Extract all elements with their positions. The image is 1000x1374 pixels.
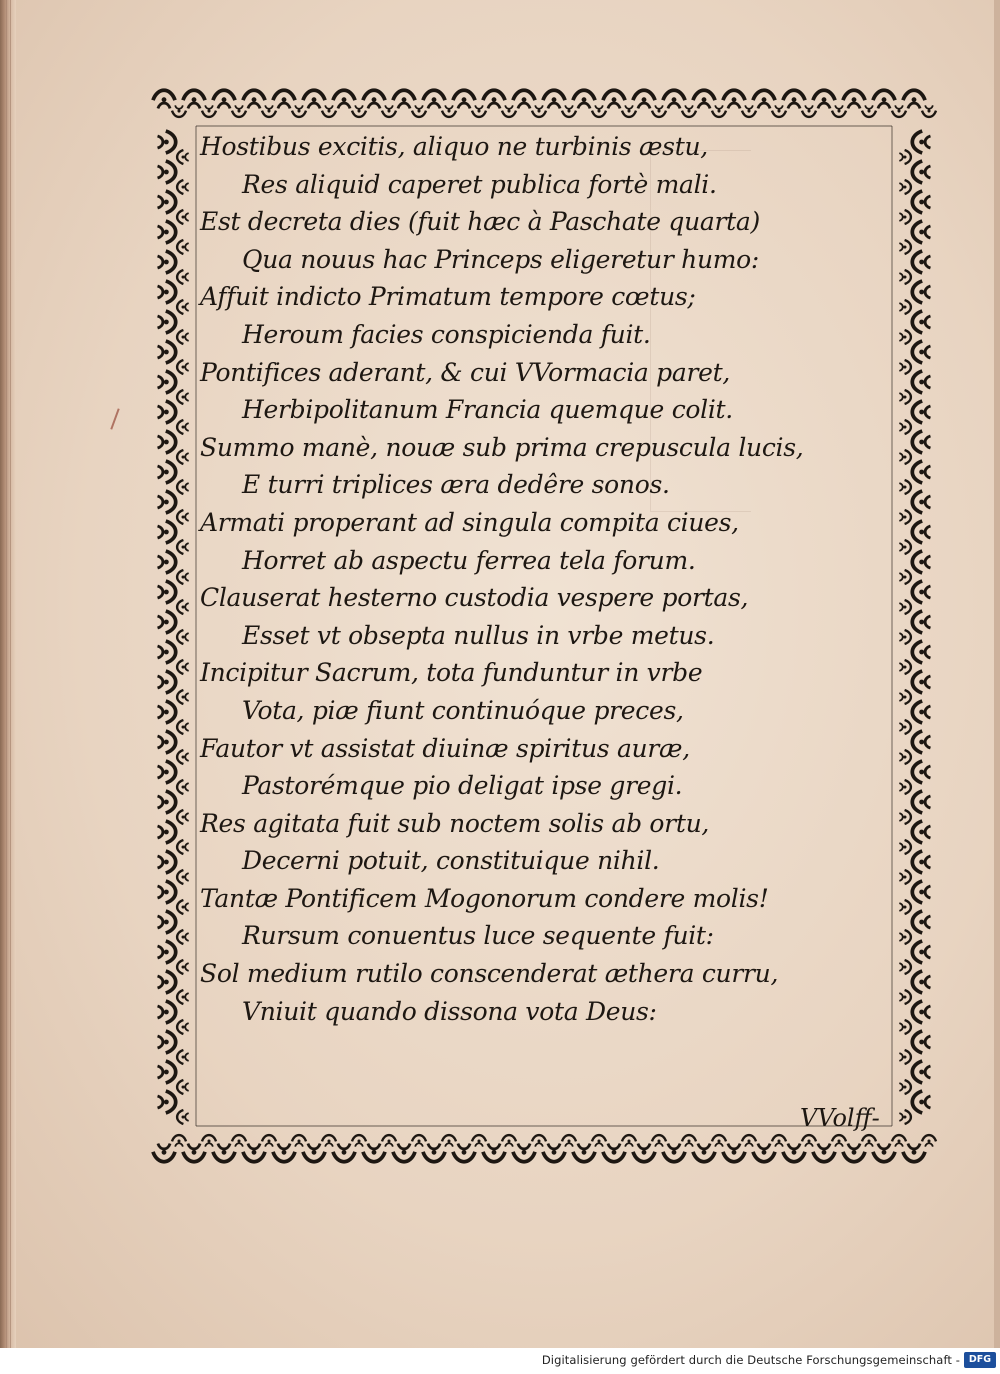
border-ornament xyxy=(153,90,175,108)
border-ornament xyxy=(158,971,176,993)
border-ornament xyxy=(158,311,176,333)
border-ornament xyxy=(262,105,276,117)
border-ornament xyxy=(483,90,505,108)
border-ornament xyxy=(177,450,189,464)
border-ornament xyxy=(783,90,805,108)
border-ornament xyxy=(382,1135,396,1147)
border-ornament xyxy=(843,90,865,108)
border-ornament xyxy=(177,660,189,674)
border-ornament xyxy=(532,1135,546,1147)
border-ornament xyxy=(213,1144,235,1162)
border-ornament xyxy=(177,1020,189,1034)
border-ornament xyxy=(158,941,176,963)
border-ornament xyxy=(562,1135,576,1147)
poem-text xyxy=(200,128,920,1030)
border-ornament xyxy=(243,90,265,108)
border-ornament xyxy=(177,750,189,764)
border-ornament xyxy=(158,1001,176,1023)
border-ornament xyxy=(158,581,176,603)
border-ornament xyxy=(663,1144,685,1162)
border-ornament xyxy=(592,105,606,117)
border-ornament xyxy=(832,1135,846,1147)
border-ornament xyxy=(712,105,726,117)
border-ornament xyxy=(912,1061,930,1083)
border-ornament xyxy=(693,90,715,108)
border-ornament xyxy=(153,1144,175,1162)
border-ornament xyxy=(922,105,936,117)
border-ornament xyxy=(177,930,189,944)
gutter-line xyxy=(10,0,11,1348)
verse-line: Decerni potuit, constituique nihil. xyxy=(242,846,660,876)
border-ornament xyxy=(177,720,189,734)
border-ornament xyxy=(363,90,385,108)
border-ornament xyxy=(177,570,189,584)
border-ornament xyxy=(333,90,355,108)
border-ornament xyxy=(202,105,216,117)
border-ornament xyxy=(158,461,176,483)
dfg-logo: DFG xyxy=(964,1352,996,1368)
border-ornament xyxy=(903,1144,925,1162)
border-ornament xyxy=(873,1144,895,1162)
border-ornament xyxy=(158,251,176,273)
border-ornament xyxy=(472,1135,486,1147)
border-ornament xyxy=(262,1135,276,1147)
border-ornament xyxy=(682,1135,696,1147)
verse-line: Summo manè, nouæ sub prima crepuscula lucis, xyxy=(200,432,804,462)
border-ornament xyxy=(899,1080,911,1094)
border-ornament xyxy=(177,1050,189,1064)
border-ornament xyxy=(177,870,189,884)
border-ornament xyxy=(652,105,666,117)
border-ornament xyxy=(862,1135,876,1147)
border-ornament xyxy=(742,1135,756,1147)
border-ornament xyxy=(912,1031,930,1053)
border-ornament xyxy=(802,105,816,117)
border-ornament xyxy=(603,1144,625,1162)
border-ornament xyxy=(912,1091,930,1113)
border-ornament xyxy=(158,791,176,813)
border-ornament xyxy=(472,105,486,117)
border-ornament xyxy=(177,300,189,314)
border-ornament xyxy=(177,480,189,494)
border-ornament xyxy=(502,105,516,117)
verse-line: Qua nouus hac Princeps eligeretur humo: xyxy=(242,244,760,274)
border-ornament xyxy=(693,1144,715,1162)
verse-line: Sol medium rutilo conscenderat æthera curru, xyxy=(200,959,779,989)
border-ornament xyxy=(303,1144,325,1162)
border-ornament xyxy=(573,1144,595,1162)
border-ornament xyxy=(363,1144,385,1162)
verse-line: Est decreta dies (fuit hæc à Paschate quarta) xyxy=(200,207,760,237)
verse-line: Rursum conuentus luce sequente fuit: xyxy=(242,921,714,951)
border-ornament xyxy=(177,270,189,284)
border-ornament xyxy=(232,1135,246,1147)
border-ornament xyxy=(423,1144,445,1162)
catchword: VVolff- xyxy=(800,1104,880,1132)
border-ornament xyxy=(177,840,189,854)
border-ornament xyxy=(158,731,176,753)
border-ornament xyxy=(453,1144,475,1162)
border-ornament xyxy=(622,105,636,117)
border-ornament xyxy=(712,1135,726,1147)
verse-line: Incipitur Sacrum, tota funduntur in vrbe xyxy=(200,658,703,688)
border-ornament xyxy=(772,105,786,117)
border-ornament xyxy=(213,90,235,108)
border-ornament xyxy=(177,360,189,374)
border-ornament xyxy=(742,105,756,117)
border-ornament xyxy=(158,911,176,933)
border-ornament xyxy=(513,90,535,108)
border-ornament xyxy=(292,1135,306,1147)
border-ornament xyxy=(273,1144,295,1162)
border-ornament xyxy=(158,1031,176,1053)
border-ornament xyxy=(922,1135,936,1147)
verse-line: Armati properant ad singula compita ciues, xyxy=(200,507,739,537)
border-ornament xyxy=(333,1144,355,1162)
border-ornament xyxy=(177,990,189,1004)
border-ornament xyxy=(177,1110,189,1124)
border-ornament xyxy=(633,1144,655,1162)
border-ornament xyxy=(158,1091,176,1113)
border-ornament xyxy=(177,150,189,164)
border-ornament xyxy=(682,105,696,117)
border-ornament xyxy=(502,1135,516,1147)
border-ornament xyxy=(292,105,306,117)
border-ornament xyxy=(158,281,176,303)
verse-line: Vniuit quando dissona vota Deus: xyxy=(242,996,657,1026)
border-ornament xyxy=(873,90,895,108)
border-ornament xyxy=(158,221,176,243)
border-ornament xyxy=(158,671,176,693)
border-ornament xyxy=(813,90,835,108)
border-ornament xyxy=(183,90,205,108)
border-ornament xyxy=(177,390,189,404)
border-ornament xyxy=(322,105,336,117)
border-ornament xyxy=(322,1135,336,1147)
border-ornament xyxy=(158,191,176,213)
border-ornament xyxy=(753,90,775,108)
border-ornament xyxy=(177,690,189,704)
border-ornament xyxy=(783,1144,805,1162)
border-ornament xyxy=(723,90,745,108)
border-ornament xyxy=(393,90,415,108)
border-ornament xyxy=(202,1135,216,1147)
border-ornament xyxy=(183,1144,205,1162)
border-ornament xyxy=(412,105,426,117)
border-ornament xyxy=(543,90,565,108)
border-ornament xyxy=(158,401,176,423)
border-ornament xyxy=(843,1144,865,1162)
border-ornament xyxy=(423,90,445,108)
border-ornament xyxy=(177,780,189,794)
border-ornament xyxy=(382,105,396,117)
border-ornament xyxy=(622,1135,636,1147)
border-ornament xyxy=(177,510,189,524)
border-ornament xyxy=(802,1135,816,1147)
verse-line: Esset vt obsepta nullus in vrbe metus. xyxy=(242,620,715,650)
border-ornament xyxy=(892,1135,906,1147)
border-ornament xyxy=(158,641,176,663)
border-ornament xyxy=(633,90,655,108)
verse-line: Pastorémque pio deligat ipse gregi. xyxy=(242,771,683,801)
border-ornament xyxy=(158,761,176,783)
verse-line: Res agitata fuit sub noctem solis ab ortu, xyxy=(200,808,710,838)
border-ornament xyxy=(592,1135,606,1147)
border-ornament xyxy=(158,161,176,183)
border-ornament xyxy=(158,1061,176,1083)
border-ornament xyxy=(158,491,176,513)
border-ornament xyxy=(393,1144,415,1162)
border-ornament xyxy=(158,521,176,543)
border-ornament xyxy=(453,90,475,108)
border-ornament xyxy=(412,1135,426,1147)
border-ornament xyxy=(243,1144,265,1162)
border-ornament xyxy=(177,540,189,554)
border-ornament xyxy=(352,1135,366,1147)
border-ornament xyxy=(442,105,456,117)
border-ornament xyxy=(177,630,189,644)
border-ornament xyxy=(832,105,846,117)
border-ornament xyxy=(892,105,906,117)
border-ornament xyxy=(652,1135,666,1147)
verse-line: Res aliquid caperet publica fortè mali. xyxy=(242,169,717,199)
verse-line: Herbipolitanum Francia quemque colit. xyxy=(242,395,733,425)
border-ornament xyxy=(177,210,189,224)
border-ornament xyxy=(158,371,176,393)
border-ornament xyxy=(177,1080,189,1094)
footer-credit: Digitalisierung gefördert durch die Deutsche Forschungsgemeinschaft - xyxy=(541,1353,960,1367)
border-ornament xyxy=(158,341,176,363)
border-ornament xyxy=(442,1135,456,1147)
border-ornament xyxy=(158,851,176,873)
verse-line: Fautor vt assistat diuinæ spiritus auræ, xyxy=(200,733,690,763)
verse-line: Clauserat hesterno custodia vespere portas, xyxy=(200,583,749,613)
border-ornament xyxy=(177,330,189,344)
border-ornament xyxy=(753,1144,775,1162)
border-ornament xyxy=(483,1144,505,1162)
verse-line: Horret ab aspectu ferrea tela forum. xyxy=(242,545,696,575)
border-ornament xyxy=(899,1110,911,1124)
border-ornament xyxy=(603,90,625,108)
verse-line: Affuit indicto Primatum tempore cœtus; xyxy=(200,282,696,312)
border-ornament xyxy=(862,105,876,117)
verse-line: Vota, piæ fiunt continuóque preces, xyxy=(242,695,684,725)
border-ornament xyxy=(813,1144,835,1162)
border-ornament xyxy=(177,810,189,824)
border-ornament xyxy=(772,1135,786,1147)
border-ornament xyxy=(177,420,189,434)
binding-gutter xyxy=(0,0,16,1348)
border-ornament xyxy=(663,90,685,108)
border-ornament xyxy=(177,180,189,194)
border-ornament xyxy=(177,240,189,254)
footer-bar xyxy=(0,1348,1000,1374)
border-ornament xyxy=(303,90,325,108)
verse-line: Heroum facies conspicienda fuit. xyxy=(242,319,651,349)
border-ornament xyxy=(723,1144,745,1162)
border-ornament xyxy=(899,1050,911,1064)
border-ornament xyxy=(172,1135,186,1147)
border-ornament xyxy=(352,105,366,117)
gutter-line xyxy=(6,0,7,1348)
verse-line: Pontifices aderant, & cui VVormacia paret, xyxy=(200,357,730,387)
border-ornament xyxy=(513,1144,535,1162)
verse-line: Tantæ Pontificem Mogonorum condere molis! xyxy=(200,883,769,913)
border-ornament xyxy=(273,90,295,108)
border-ornament xyxy=(532,105,546,117)
border-ornament xyxy=(158,551,176,573)
border-ornament xyxy=(177,960,189,974)
border-ornament xyxy=(562,105,576,117)
page-edge xyxy=(994,0,1000,1348)
border-ornament xyxy=(158,131,176,153)
border-ornament xyxy=(543,1144,565,1162)
border-ornament xyxy=(573,90,595,108)
border-ornament xyxy=(158,611,176,633)
border-ornament xyxy=(158,821,176,843)
verse-line: E turri triplices æra dedêre sonos. xyxy=(242,470,670,500)
border-ornament xyxy=(158,431,176,453)
border-ornament xyxy=(903,90,925,108)
verse-line: Hostibus excitis, aliquo ne turbinis æstu, xyxy=(200,132,708,161)
border-ornament xyxy=(177,600,189,614)
border-ornament xyxy=(232,105,246,117)
border-ornament xyxy=(158,881,176,903)
border-ornament xyxy=(172,105,186,117)
border-ornament xyxy=(177,900,189,914)
border-ornament xyxy=(158,701,176,723)
